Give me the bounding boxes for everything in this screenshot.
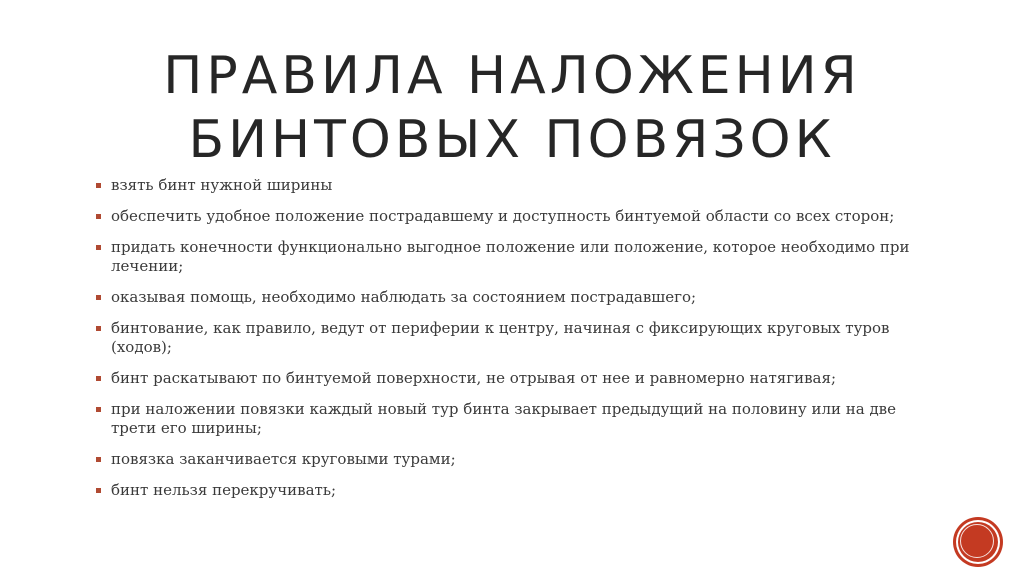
list-item: [96, 207, 926, 226]
square-bullet-icon: [96, 326, 101, 331]
list-item-text: при наложении повязки каждый новый тур бинта закрывает предыдущий на половину или на две трети его ширины;: [111, 400, 897, 437]
square-bullet-icon: [96, 295, 101, 300]
list-item: [96, 176, 926, 195]
circle-nav-button-icon[interactable]: [956, 520, 1000, 564]
nav-button-ring: [960, 524, 994, 558]
slide-title: [0, 44, 1024, 172]
square-bullet-icon: [96, 407, 101, 412]
list-item: [96, 238, 926, 276]
list-item-text: повязка заканчивается круговыми турами;: [111, 450, 456, 468]
list-item-text: придать конечности функционально выгодное положение или положение, которое необходимо при лечении;: [111, 238, 910, 275]
square-bullet-icon: [96, 214, 101, 219]
list-item-text: взять бинт нужной ширины: [111, 176, 333, 194]
list-item: [96, 369, 926, 388]
list-item-text: бинт нельзя перекручивать;: [111, 481, 337, 499]
square-bullet-icon: [96, 457, 101, 462]
list-item: [96, 481, 926, 500]
slide-title-line-2: БИНТОВЫХ ПОВЯЗОК: [188, 110, 836, 170]
list-item: [96, 319, 926, 357]
bullet-list: [96, 176, 926, 512]
square-bullet-icon: [96, 245, 101, 250]
square-bullet-icon: [96, 376, 101, 381]
list-item-text: бинтование, как правило, ведут от периферии к центру, начиная с фиксирующих круговых туров (ходов);: [111, 319, 890, 356]
square-bullet-icon: [96, 488, 101, 493]
list-item-text: обеспечить удобное положение пострадавшему и доступность бинтуемой области со всех сторон;: [111, 207, 895, 225]
square-bullet-icon: [96, 183, 101, 188]
list-item: [96, 450, 926, 469]
slide-title-line-1: ПРАВИЛА НАЛОЖЕНИЯ: [163, 46, 861, 106]
list-item: [96, 400, 926, 438]
list-item-text: бинт раскатывают по бинтуемой поверхности, не отрывая от нее и равномерно натягивая;: [111, 369, 837, 387]
list-item: [96, 288, 926, 307]
list-item-text: оказывая помощь, необходимо наблюдать за состоянием пострадавшего;: [111, 288, 697, 306]
